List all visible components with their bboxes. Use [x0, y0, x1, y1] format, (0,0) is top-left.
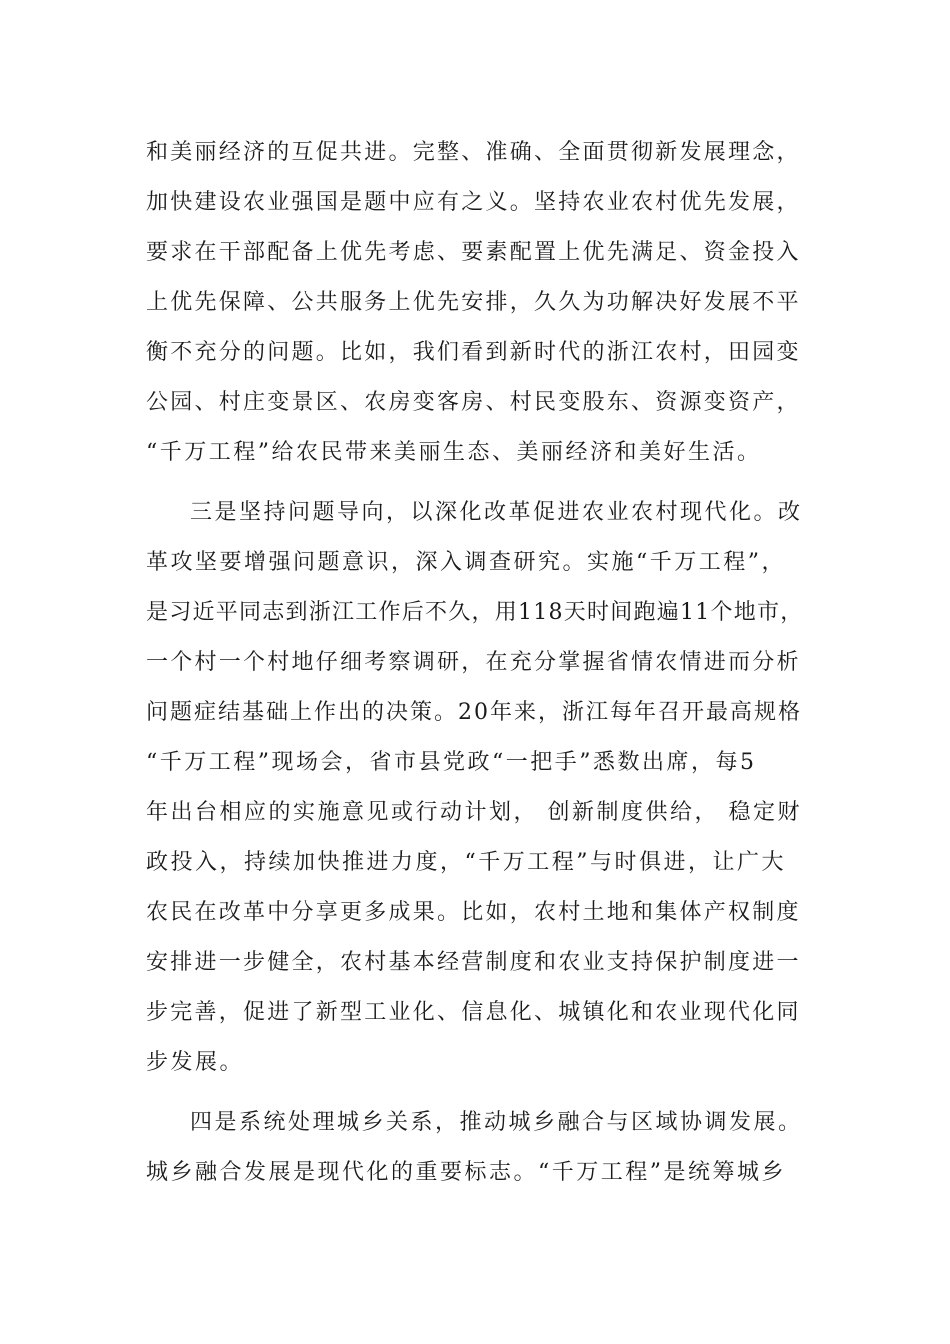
text-line: 上优先保障、公共服务上优先安排，久久为功解决好发展不平 — [146, 290, 801, 315]
text-line: 年出台相应的实施意见或行动计划， 创新制度供给， 稳定财 — [146, 800, 802, 825]
paragraph-first-line: 四是系统处理城乡关系，推动城乡融合与区域协调发展。 — [190, 1110, 803, 1135]
text-line: 步发展。 — [146, 1050, 245, 1075]
text-line: 衡不充分的问题。比如，我们看到新时代的浙江农村，田园变 — [146, 340, 801, 365]
text-line: 政投入，持续加快推进力度，“千万工程”与时俱进，让广大 — [146, 850, 786, 875]
text-line: 是习近平同志到浙江工作后不久，用118天时间跑遍11个地市， — [146, 600, 804, 625]
paragraph-first-line: 三是坚持问题导向，以深化改革促进农业农村现代化。改 — [190, 500, 803, 525]
text-line: 革攻坚要增强问题意识，深入调查研究。实施“千万工程”， — [146, 550, 786, 575]
text-line: 步完善，促进了新型工业化、信息化、城镇化和农业现代化同 — [146, 1000, 801, 1025]
text-line: 问题症结基础上作出的决策。20年来，浙江每年召开最高规格 — [146, 700, 802, 725]
text-line: 农民在改革中分享更多成果。比如，农村土地和集体产权制度 — [146, 900, 801, 925]
text-line: 城乡融合发展是现代化的重要标志。“千万工程”是统筹城乡 — [146, 1160, 786, 1185]
text-line: 加快建设农业强国是题中应有之义。坚持农业农村优先发展， — [146, 190, 801, 215]
text-line: “千万工程”现场会，省市县党政“一把手”悉数出席，每5 — [146, 750, 757, 775]
text-line: 一个村一个村地仔细考察调研，在充分掌握省情农情进而分析 — [146, 650, 801, 675]
text-line: 安排进一步健全，农村基本经营制度和农业支持保护制度进一 — [146, 950, 801, 975]
text-line: 要求在干部配备上优先考虑、要素配置上优先满足、资金投入 — [146, 240, 801, 265]
text-line: 公园、村庄变景区、农房变客房、村民变股东、资源变资产， — [146, 390, 801, 415]
text-line: “千万工程”给农民带来美丽生态、美丽经济和美好生活。 — [146, 440, 762, 465]
text-line: 和美丽经济的互促共进。完整、准确、全面贯彻新发展理念， — [146, 140, 801, 165]
